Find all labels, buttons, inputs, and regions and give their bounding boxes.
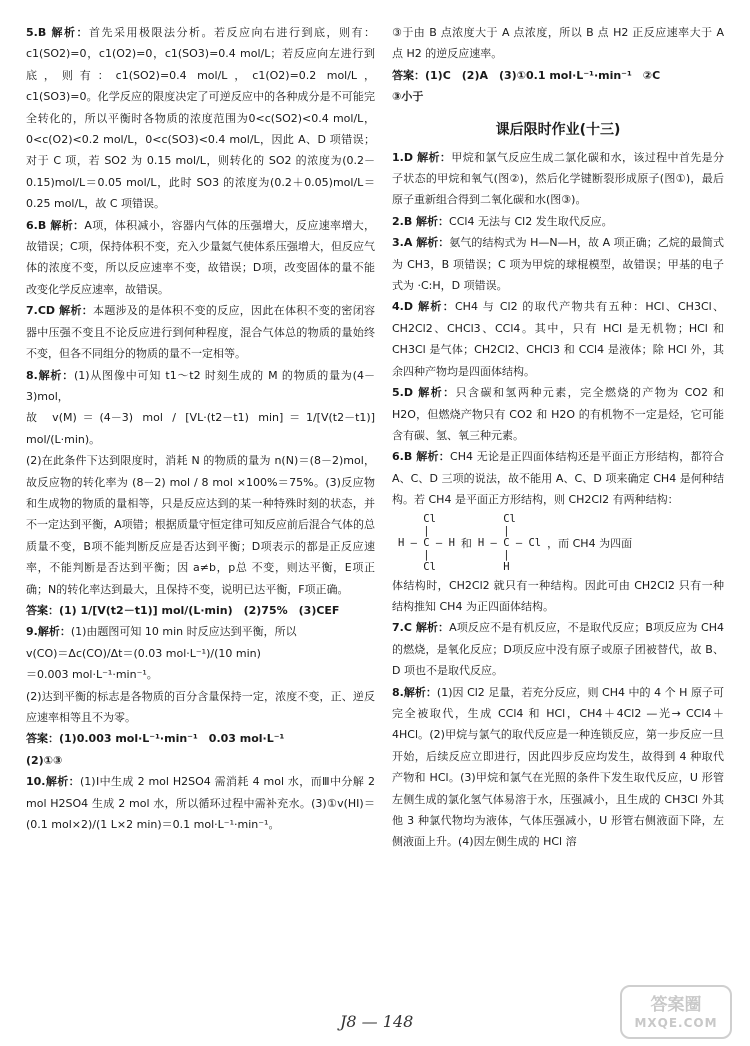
hw-answer-6-text: CH4 无论是正四面体结构还是平面正方形结构，都符合 A、C、D 三项的说法，故不能用 A、C、D 项来确定 CH4 是何种结构。若 CH4 是平面正方形结构，则 CH2Cl2 有两种结构： [392, 450, 724, 507]
hw-answer-5-text: 只含碳和氢两种元素，完全燃烧的产物为 CO2 和 H2O，但燃烧产物只有 CO2 和 H2O 的有机物不一定是烃，它可能含有碳、氢、氧三种元素。 [392, 386, 724, 442]
structure-conjunction: 和 [460, 536, 472, 550]
hw-answer-7-head: 7.C 解析： [392, 621, 450, 635]
hw-answer-5-head: 5.D 解析： [392, 386, 456, 400]
watermark-line-2: MXQE.COM [634, 1016, 718, 1030]
answer-7-text: 本题涉及的是体积不变的反应，因此在体积不变的密闭容器中压强不变且不论反应进行到何种程度，混合气体总的物质的量始终不变，但各不同组分的物质的量不一定相等。 [26, 304, 375, 361]
answer-5-text: 首先采用极限法分析。若反应向右进行到底，则有：c1(SO2)=0，c1(O2)=0，c1(SO3)=0.4 mol/L；若反应向左进行到底，则有：c1(SO2)=0.4 mol/L，c1(O2)=0.2 mol/L，c1(SO3)=0。化学反应的限度决定了可逆反应中的各种成分是不可能完全转化的，所以平衡时各物质的浓度范围为0<c(SO2)<0.4 mol/L，0<c(O2)<0.2 mol/L，0<c(SO3)<0.4 mol/L，因此 A、D 项错误；对于 C 项，若 SO2 为 0.15 mol/L，则转化的 SO2 的浓度为(0.2－0.15)mol/L＝0.05 mol/L，此时 SO3 的浓度为(0.2＋0.05)mol/L＝0.25 mol/L，故 C 项错误。 [26, 26, 376, 211]
watermark-logo [620, 985, 732, 1039]
answer-10-answer-2: ③小于 [392, 90, 424, 104]
hw-answer-7-text: A项反应不是有机反应，不是取代反应；B项反应为 CH4 的燃烧，是氧化反应；D项反应中没有原子或原子团被替代，故 B、D 项也不是取代反应。 [392, 621, 724, 678]
hw-answer-6 [392, 446, 724, 510]
hw-answer-3-text: 氨气的结构式为 H—N—H，故 A 项正确；乙烷的最简式为 CH3，B 项错误；C 项为甲烷的球棍模型，故错误；甲基的电子式为 ·C:H，D 项错误。 [392, 236, 724, 293]
hw-answer-8-text: (1)因 Cl2 足量，若充分反应，则 CH4 中的 4 个 H 原子可完全被取代，生成 CCl4 和 HCl，CH4＋4Cl2 —光→ CCl4＋4HCl。(2)甲烷与氯气的取代反应是一种连锁反应，第一步反应一旦开始，后续反应立即进行，因此四步反应均发生，故得到 4 种取代产物和 HCl。(3)甲烷和氯气在光照的条件下发生取代反应，U 形管左侧生成的氯化氢气体易溶于水，压强减小，且生成的 CH3Cl 外其他 3 种氯代物均为液体，气体压强减小，U 形管右侧液面下降，左侧液面上升。(4)因左侧生成的 HCl 溶 [392, 685, 724, 849]
hw-answer-2-head: 2.B 解析： [392, 214, 450, 228]
answer-9-formula: v(CO)＝Δc(CO)/Δt＝(0.03 mol·L⁻¹)/(10 min) [26, 646, 261, 660]
answer-8-formula: 故 v(M)＝(4－3) mol / [VL·(t2－t1) min]＝1/[V(t2－t1)] mol/(L·min)。 [26, 411, 375, 446]
hw-answer-1 [392, 147, 724, 211]
left-column [26, 22, 375, 835]
answer-9-head: 9.解析： [26, 625, 71, 639]
answer-9-body: (2)达到平衡的标志是各物质的百分含量保持一定，浓度不变，正、逆反应速率相等且不为零。 [26, 689, 375, 724]
hw-answer-8-head: 8.解析： [392, 685, 437, 699]
answer-9-answer: 答案：(1)0.003 mol·L⁻¹·min⁻¹ 0.03 mol·L⁻¹ [26, 732, 285, 746]
hw-answer-7 [392, 617, 724, 681]
answer-8-body: (2)在此条件下达到限度时，消耗 N 的物质的量为 n(N)＝(8－2)mol，故反应物的转化率为 (8－2) mol / 8 mol ×100%＝75%。(3)反应物和生成物的物质的量相等，只是反应达到的某一种特殊时刻的状态，并不一定达到平衡，A项错；根据质量守恒定律可知反应前后混合气体的总质量不变，B项不能判断反应是否达到平衡；D项表示的都是正反应速率，不能判断是否达到平衡；因 a≠b，p总 不变，则达平衡，E项正确；N的转化率达到最大，且保持不变，说明已达平衡，F项正确。 [26, 454, 375, 596]
answer-10-text: (1)Ⅰ中生成 2 mol H2SO4 需消耗 4 mol 水，而Ⅲ中分解 2 mol H2SO4 生成 2 mol 水，所以循环过程中需补充水。(3)①v(HI)＝(0.1 mol×2)/(1 L×2 min)＝0.1 mol·L⁻¹·min⁻¹。 [26, 775, 375, 832]
hw-answer-1-head: 1.D 解析： [392, 150, 452, 164]
hw-answer-4 [392, 296, 724, 382]
answer-9-line1: (1)由题图可知 10 min 时反应达到平衡，所以 [70, 625, 297, 639]
answer-7-head: 7.CD 解析： [26, 304, 94, 318]
hw-answer-5 [392, 382, 724, 446]
answer-8-line1: (1)从图像中可知 t1～t2 时刻生成的 M 的物质的量为(4－3)mol， [26, 368, 375, 403]
hw-answer-3 [392, 232, 724, 296]
answer-8-answer: 答案：(1) 1/[V(t2－t1)] mol/(L·min) (2)75% (3)CEF [26, 603, 340, 617]
answer-9-answer-2: (2)①③ [26, 753, 63, 767]
answer-7 [26, 300, 375, 364]
answer-6-head: 6.B 解析： [26, 218, 85, 232]
answer-5 [26, 22, 375, 215]
answer-10-head: 10.解析： [26, 775, 80, 789]
hw-answer-8 [392, 682, 724, 853]
answer-10 [26, 771, 375, 835]
hw-answer-6-continued: 体结构时，CH2Cl2 就只有一种结构。因此可由 CH2Cl2 只有一种结构推知 CH4 为正四面体结构。 [392, 578, 724, 613]
hw-answer-2 [392, 211, 724, 232]
structure-after-text: ，而 CH4 为四面 [547, 536, 633, 550]
section-title: 课后限时作业(十三) [495, 121, 621, 138]
answer-8-head: 8.解析： [26, 368, 74, 382]
answer-8 [26, 365, 375, 408]
answer-6-text: A项，体积减小，容器内气体的压强增大，反应速率增大，故错误；C项，保持体积不变，充入少量氦气使体系压强增大，但反应气体的浓度不变，所以反应速率不变，故错误；D项，改变固体的量不能改变化学反应速率，故错误。 [26, 218, 376, 296]
page-number-handwritten: J8 — 148 [340, 1012, 414, 1031]
structure-formulas [392, 513, 724, 573]
answer-10-answer: 答案：(1)C (2)A (3)①0.1 mol·L⁻¹·min⁻¹ ②C [392, 68, 661, 82]
watermark-line-1: 答案圈 [650, 995, 702, 1015]
hw-answer-4-text: CH4 与 Cl2 的取代产物共有五种：HCl、CH3Cl、CH2Cl2、CHCl3、CCl4。其中，只有 HCl 是无机物；HCl 和 CH3Cl 是气体；CH2Cl2、CHCl3 和 CCl4 是液体；除 HCl 外，其余四种产物均是四面体结构。 [392, 300, 724, 378]
answer-9 [26, 621, 375, 642]
hw-answer-3-head: 3.A 解析： [392, 236, 450, 250]
hw-answer-2-text: CCl4 无法与 Cl2 发生取代反应。 [449, 214, 613, 228]
right-column [392, 22, 724, 853]
hw-answer-6-head: 6.B 解析： [392, 450, 451, 464]
answer-10-continued: ③于由 B 点浓度大于 A 点浓度，所以 B 点 H2 正反应速率大于 A 点 H2 的逆反应速率。 [392, 26, 724, 61]
answer-9-result: ＝0.003 mol·L⁻¹·min⁻¹。 [26, 668, 158, 682]
hw-answer-1-text: 甲烷和氯气反应生成二氯化碳和水，该过程中首先是分子状态的甲烷和氧气(图②)，然后化学键断裂形成原子(图①)，最后原子重新组合得到二氧化碳和水(图③)。 [392, 150, 725, 207]
answer-5-head: 5.B 解析： [26, 26, 90, 39]
hw-answer-4-head: 4.D 解析： [392, 300, 455, 314]
structure-formula-2: Cl | H — C — Cl | H [477, 512, 542, 573]
answer-6 [26, 215, 375, 301]
structure-formula-1: Cl | H — C — H | Cl [398, 512, 455, 573]
